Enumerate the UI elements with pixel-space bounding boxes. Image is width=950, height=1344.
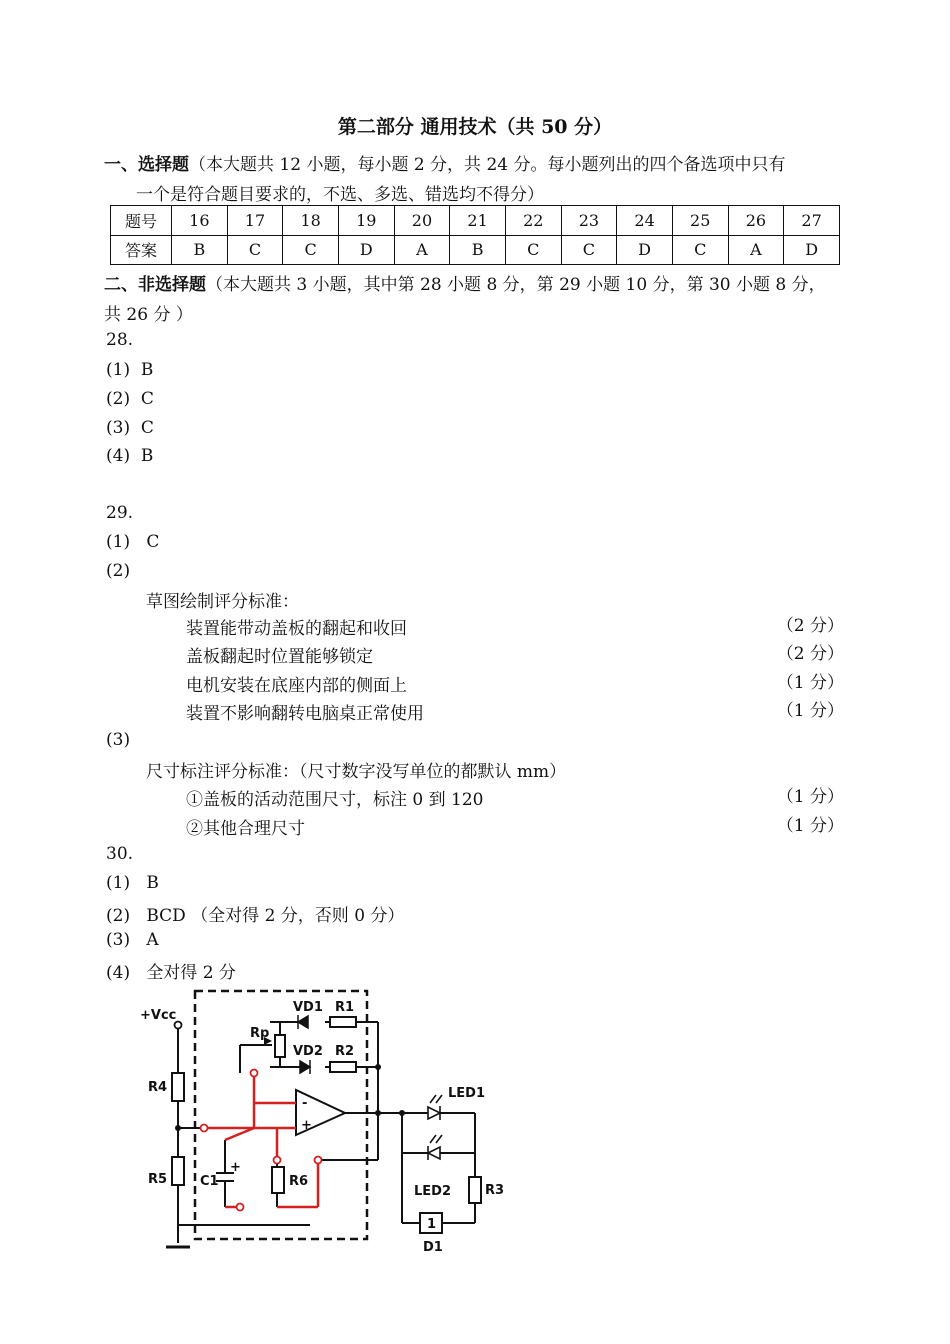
- item-answer: C: [140, 418, 154, 438]
- vd1-label: VD1: [293, 1000, 323, 1015]
- q30-item-2: [106, 901, 404, 926]
- question-number: 22: [505, 206, 561, 236]
- q29-part3-label: (3): [106, 730, 131, 750]
- answer-table: [110, 205, 840, 265]
- section1-heading: 一、选择题: [104, 155, 189, 175]
- sketch-criterion: 电机安装在底座内部的侧面上: [186, 676, 407, 696]
- item-answer: C: [146, 532, 160, 552]
- criterion-points: （1 分）: [776, 816, 844, 836]
- led1-label: LED1: [448, 1086, 486, 1101]
- q30-item-4: [106, 958, 236, 983]
- vd1-diode: [298, 1016, 308, 1028]
- dimension-criteria-heading: 尺寸标注评分标准：（尺寸数字没写单位的都默认 mm）: [146, 762, 567, 782]
- section2-line1: [104, 270, 826, 295]
- vcc-label: +Vcc: [140, 1008, 177, 1023]
- item-answer: A: [146, 930, 159, 950]
- sketch-criterion: 盖板翻起时位置能够锁定: [186, 647, 373, 667]
- resistors: [172, 1017, 481, 1233]
- question-number: 24: [617, 206, 673, 236]
- r5-label: R5: [148, 1172, 168, 1187]
- section2-desc-line2: 共 26 分 ）: [104, 305, 193, 325]
- q30-number: 30.: [106, 844, 134, 864]
- r4-resistor: [172, 1073, 184, 1101]
- sketch-criterion: 装置能带动盖板的翻起和收回: [186, 619, 407, 639]
- item-label: (4): [106, 963, 131, 983]
- criterion-points: （2 分）: [776, 616, 844, 636]
- terminal: [251, 1070, 258, 1077]
- answer-cell: C: [672, 235, 728, 265]
- answer-cell: C: [505, 235, 561, 265]
- criterion-points: （1 分）: [776, 701, 844, 721]
- q28-item-4: [106, 446, 153, 466]
- junction: [375, 1064, 381, 1070]
- item-answer: 全对得 2 分: [146, 963, 236, 983]
- opamp-plus-label: +: [301, 1118, 312, 1133]
- opamp-minus-label: -: [302, 1096, 308, 1111]
- question-number: 19: [338, 206, 394, 236]
- terminal: [315, 1157, 322, 1164]
- vd2-diode: [300, 1061, 310, 1073]
- dimension-criterion: ②其他合理尺寸: [186, 819, 305, 839]
- sketch-criterion: 装置不影响翻转电脑桌正常使用: [186, 704, 424, 724]
- question-number: 25: [672, 206, 728, 236]
- criterion-points: （2 分）: [776, 644, 844, 664]
- q28-item-3: [106, 418, 154, 438]
- q30-item-3: [106, 930, 159, 950]
- section1-line1: [104, 150, 786, 175]
- item-answer: B: [140, 360, 154, 380]
- answer-cell: C: [561, 235, 617, 265]
- criterion-points: （1 分）: [776, 787, 844, 807]
- d1-gate-label: 1: [427, 1217, 437, 1232]
- q28-item-1: [106, 360, 153, 380]
- q28-number: 28.: [106, 330, 134, 350]
- answer-cell: A: [394, 235, 450, 265]
- circuit-diagram: [130, 985, 510, 1265]
- question-number: 27: [784, 206, 840, 236]
- item-label: (2): [106, 906, 131, 926]
- section1-desc-line2: 一个是符合题目要求的，不选、多选、错选均不得分）: [136, 185, 544, 205]
- r1-label: R1: [335, 1000, 355, 1015]
- question-number: 23: [561, 206, 617, 236]
- section2-heading: 二、非选择题: [104, 275, 206, 295]
- d1-label: D1: [423, 1240, 443, 1255]
- item-label: (3): [106, 418, 131, 438]
- item-label: (2): [106, 389, 131, 409]
- answer-cell: A: [728, 235, 784, 265]
- page-title: 第二部分 通用技术（共 50 分）: [337, 116, 613, 138]
- q28-item-2: [106, 389, 154, 409]
- q29-number: 29.: [106, 503, 134, 523]
- c1-label: C1: [200, 1174, 219, 1189]
- item-answer: B: [140, 446, 154, 466]
- section2-desc: （本大题共 3 小题，其中第 28 小题 8 分，第 29 小题 10 分，第 30 小题 8 分，: [206, 275, 826, 295]
- section1-desc: （本大题共 12 小题，每小题 2 分，共 24 分。每小题列出的四个备选项中只有: [189, 155, 786, 175]
- answer-cell: C: [227, 235, 283, 265]
- r1-resistor: [330, 1017, 356, 1027]
- answer-table-answer-row: [111, 235, 840, 265]
- item-label: (4): [106, 446, 131, 466]
- item-answer: BCD （全对得 2 分，否则 0 分）: [146, 906, 405, 926]
- leds: [428, 1095, 442, 1160]
- red-terminals: [201, 1070, 322, 1211]
- answer-cell: D: [784, 235, 840, 265]
- criterion-points: （1 分）: [776, 673, 844, 693]
- terminal: [274, 1157, 281, 1164]
- r2-label: R2: [335, 1044, 355, 1059]
- q29-part2-label: (2): [106, 561, 131, 581]
- item-answer: B: [146, 873, 159, 893]
- table-row-label-number: 题号: [111, 206, 172, 236]
- question-number: 20: [394, 206, 450, 236]
- table-row-label-answer: 答案: [111, 235, 172, 265]
- terminal: [201, 1125, 208, 1132]
- question-number: 26: [728, 206, 784, 236]
- r6-label: R6: [289, 1174, 309, 1189]
- item-label: (1): [106, 873, 131, 893]
- r3-resistor: [469, 1177, 481, 1203]
- rp-potentiometer: [275, 1035, 285, 1057]
- dimension-criterion: ①盖板的活动范围尺寸，标注 0 到 120: [186, 790, 484, 810]
- question-number: 17: [227, 206, 283, 236]
- terminal: [237, 1204, 244, 1211]
- rp-label: Rp: [250, 1026, 270, 1041]
- answer-cell: B: [172, 235, 228, 265]
- answer-cell: B: [450, 235, 506, 265]
- r6-resistor: [272, 1167, 284, 1193]
- answer-cell: D: [617, 235, 673, 265]
- led2-label: LED2: [414, 1184, 452, 1199]
- item-label: (3): [106, 930, 131, 950]
- junction-dots: [175, 1064, 405, 1131]
- c1-plus-label: +: [230, 1160, 241, 1175]
- question-number: 21: [450, 206, 506, 236]
- junction: [375, 1110, 381, 1116]
- item-label: (1): [106, 360, 131, 380]
- junction: [399, 1110, 405, 1116]
- led2-symbol: [428, 1147, 440, 1159]
- r3-label: R3: [485, 1183, 505, 1198]
- answer-table-number-row: [111, 206, 840, 236]
- item-label: (1): [106, 532, 131, 552]
- r5-resistor: [172, 1157, 184, 1185]
- q29-part1: [106, 532, 159, 552]
- r4-label: R4: [148, 1080, 168, 1095]
- junction: [175, 1125, 181, 1131]
- question-number: 16: [172, 206, 228, 236]
- question-number: 18: [283, 206, 339, 236]
- r2-resistor: [330, 1062, 356, 1072]
- sketch-criteria-heading: 草图绘制评分标准：: [146, 592, 299, 612]
- q30-item-1: [106, 873, 159, 893]
- vd2-label: VD2: [293, 1044, 323, 1059]
- answer-cell: D: [338, 235, 394, 265]
- answer-cell: C: [283, 235, 339, 265]
- item-answer: C: [140, 389, 154, 409]
- led1-symbol: [428, 1107, 440, 1119]
